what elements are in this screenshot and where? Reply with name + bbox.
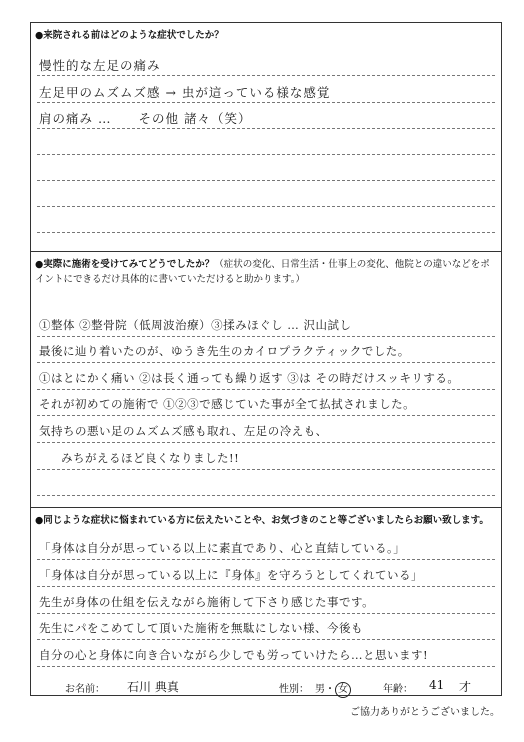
gender-separator: ・ [325,684,335,695]
question-1: ●来院される前はどのような症状でしたか？ [35,30,224,41]
answer-rule [37,389,495,390]
answer-2-line: 最後に辿り着いたのが、ゆうき先生のカイロプラクティックでした。 [39,344,410,358]
answer-3-line: 「身体は自分が思っている以上に『身体』を守ろうとしてくれている」 [39,568,423,582]
question-3: ●同じような症状に悩まれている方に伝えたいことや、お気づきのこと等ございましたらお願い致します。 [35,515,489,526]
answer-2-line: それが初めての施術で ①②③で感じていた事が全て払拭されました。 [39,397,416,411]
thanks-note: ご協力ありがとうございました。 [350,707,500,718]
answer-rule [37,559,495,560]
answer-rule [37,495,495,496]
answer-2-line: 気持ちの悪い足のムズムズ感も取れ、左足の冷えも、 [39,424,328,438]
answer-rule [37,469,495,470]
answer-2-line: みちがえるほど良くなりました!! [61,451,240,465]
section-symptoms [31,23,501,251]
age-unit: 才 [459,680,472,694]
age-value: 41 [429,678,445,692]
question-2 [35,257,495,287]
answer-rule [37,586,495,587]
gender-male: 男 [315,684,325,695]
answer-rule [37,336,495,337]
answer-rule [37,128,495,129]
answer-rule [37,442,495,443]
answer-1-line: 慢性的な左足の痛み [39,58,161,73]
respondent-info [31,675,501,695]
section-advice [31,507,501,675]
answer-rule [37,415,495,416]
answer-rule [37,362,495,363]
answer-rule [37,180,495,181]
answer-rule [37,666,495,667]
name-label: お名前： [65,684,105,695]
answer-rule [37,102,495,103]
survey-form [30,22,502,696]
age-label: 年齢： [383,684,413,695]
name-value: 石川 典真 [127,680,179,694]
answer-3-line: 自分の心と身体に向き合いながら少しでも労っていけたら…と思います! [39,648,429,662]
answer-rule [37,154,495,155]
answer-rule [37,232,495,233]
section-experience [31,251,501,507]
answer-3-line: 先生が身体の仕組を伝えながら施術して下さり感じた事です。 [39,595,375,609]
question-2-lead: ●実際に施術を受けてみてどうでしたか？ [35,259,215,270]
answer-rule [37,613,495,614]
answer-2-line: ①はとにかく痛い ②は長く通っても繰り返す ③は その時だけスッキリする。 [39,371,460,385]
answer-rule [37,75,495,76]
question-2-detail: （症状の変化、日常生活・仕事上の変化、他院との違いなどをポイントにできるだけ具体的に書いていただけると助かります。） [35,259,490,285]
answer-1-line: 左足甲のムズムズ感 → 虫が這っている様な感覚 [39,85,331,100]
gender-options [315,680,351,698]
answer-2-line: ①整体 ②整骨院（低周波治療）③揉みほぐし … 沢山試し [39,318,352,332]
answer-rule [37,206,495,207]
gender-female-selected: 女 [335,682,351,698]
gender-label: 性別： [279,684,309,695]
answer-3-line: 「身体は自分が思っている以上に素直であり、心と直結している。」 [39,541,406,555]
answer-3-line: 先生にパをこめてして頂いた施術を無駄にしない様、今後も [39,621,363,635]
answer-1-line: 肩の痛み … その他 諸々（笑） [39,111,252,126]
answer-rule [37,639,495,640]
